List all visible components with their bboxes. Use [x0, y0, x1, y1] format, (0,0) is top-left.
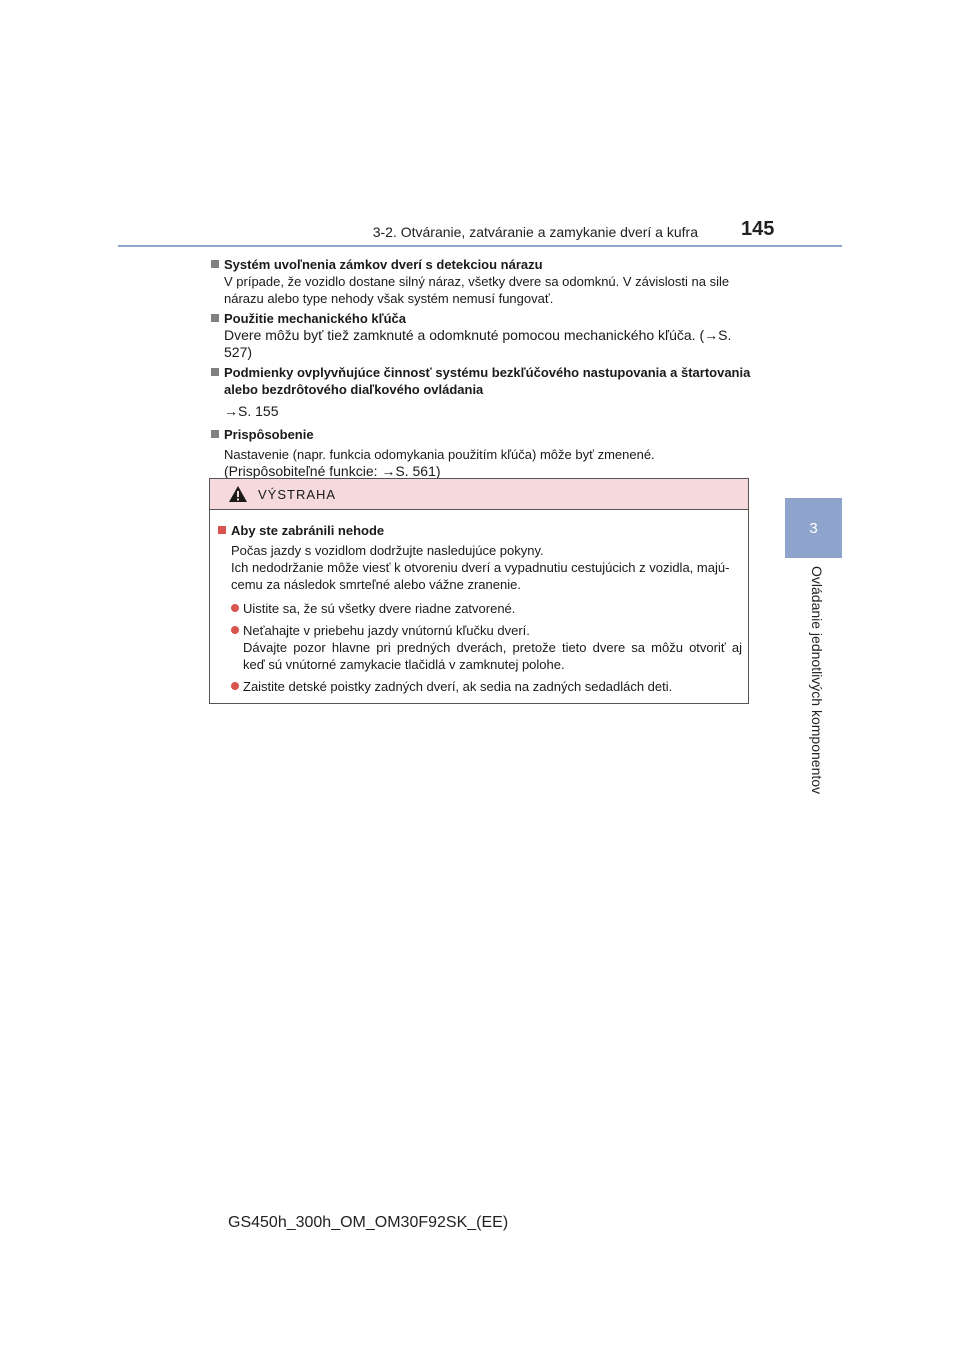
body-line: (Prispôsobiteľné funkcie: →S. 561): [224, 463, 441, 479]
warning-item-line: Dávajte pozor hlavne pri predných dverách, pretože tieto dvere sa môžu otvoriť aj: [243, 640, 742, 655]
section-heading-line: Podmienky ovplyvňujúce činnosť systému bezkľúčového nastupovania a štartovania: [224, 365, 751, 380]
chapter-tab: 3: [785, 498, 842, 558]
warning-box: [209, 478, 749, 704]
warning-item: [216, 678, 742, 695]
section-smart-access-conditions: [208, 364, 753, 420]
section-heading: Použitie mechanického kľúča: [224, 311, 407, 326]
page-reference: →S. 155: [224, 403, 279, 419]
warning-body: [210, 510, 748, 695]
warning-header: [210, 479, 748, 510]
warning-heading: Aby ste zabránili nehode: [231, 523, 385, 538]
section-customization: [208, 426, 753, 480]
section-crash-unlock: [208, 256, 753, 307]
page-number: 145: [741, 218, 775, 240]
section-heading: Prispôsobenie: [224, 427, 314, 442]
page-header-title: 3-2. Otváranie, zatváranie a zamykanie dverí a kufra: [372, 224, 698, 240]
square-bullet-icon: [211, 260, 219, 268]
red-dot-bullet-icon: [231, 626, 239, 634]
body-line: nárazu alebo type nehody však systém nemusí fungovať.: [224, 291, 554, 306]
main-content: [208, 256, 753, 483]
warning-triangle-icon: [228, 485, 248, 503]
warning-intro-line: Ich nedodržanie môže viesť k otvoreniu dverí a vypadnutiu cestujúcich z vozidla, majú-: [231, 560, 730, 575]
warning-intro-line: Počas jazdy s vozidlom dodržujte nasledujúce pokyny.: [231, 543, 544, 558]
square-bullet-icon: [211, 368, 219, 376]
section-mechanical-key: [208, 310, 753, 361]
red-dot-bullet-icon: [231, 682, 239, 690]
red-square-bullet-icon: [218, 526, 226, 534]
warning-title: VÝSTRAHA: [258, 486, 337, 502]
square-bullet-icon: [211, 314, 219, 322]
square-bullet-icon: [211, 430, 219, 438]
red-dot-bullet-icon: [231, 604, 239, 612]
chapter-side-label: Ovládanie jednotlivých komponentov: [809, 566, 825, 795]
warning-item-line: Neťahajte v priebehu jazdy vnútornú kľučku dverí.: [243, 623, 530, 638]
body-line: V prípade, že vozidlo dostane silný náraz, všetky dvere sa odomknú. V závislosti na sile: [224, 274, 730, 289]
warning-item: [216, 622, 742, 673]
footer-document-code: GS450h_300h_OM_OM30F92SK_(EE): [228, 1214, 509, 1231]
warning-intro-line: cemu za následok smrteľné alebo vážne zranenie.: [231, 577, 521, 592]
warning-item-line: Zaistite detské poistky zadných dverí, ak sedia na zadných sedadlách deti.: [243, 679, 673, 694]
warning-item: [216, 600, 742, 617]
header-rule: [118, 245, 842, 247]
warning-item-line: keď sú vnútorné zamykacie tlačidlá v zamknutej polohe.: [243, 657, 565, 672]
body-line: Dvere môžu byť tiež zamknuté a odomknuté pomocou mechanického kľúča. (→S. 527): [224, 327, 732, 360]
section-heading-line: alebo bezdrôtového diaľkového ovládania: [224, 382, 484, 397]
warning-item-line: Uistite sa, že sú všetky dvere riadne zatvorené.: [243, 601, 516, 616]
body-line: Nastavenie (napr. funkcia odomykania použitím kľúča) môže byť zmenené.: [224, 447, 655, 462]
section-heading: Systém uvoľnenia zámkov dverí s detekciou nárazu: [224, 257, 543, 272]
